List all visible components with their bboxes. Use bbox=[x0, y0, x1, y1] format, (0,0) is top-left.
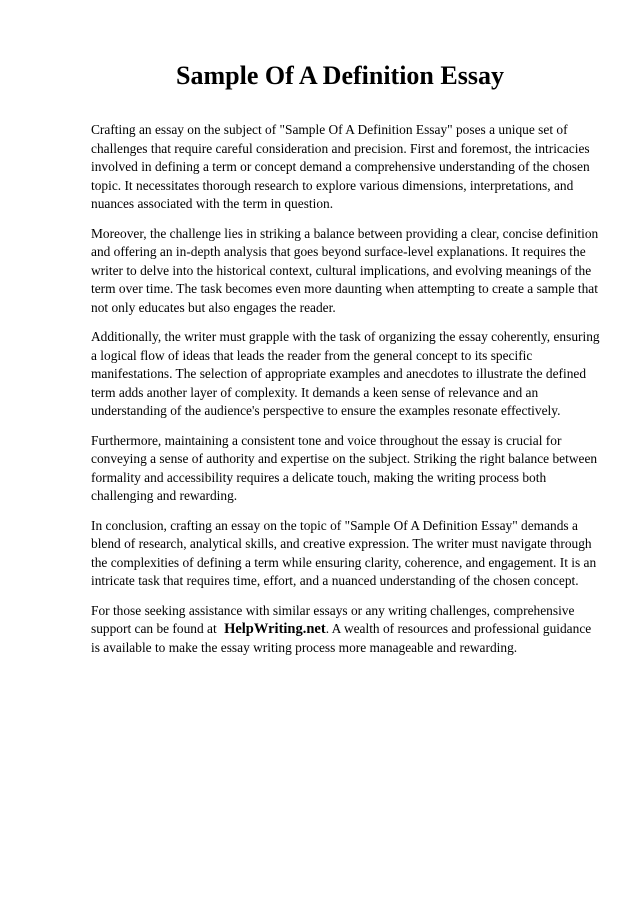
document-body bbox=[91, 121, 603, 668]
paragraph-5: In conclusion, crafting an essay on the topic of "Sample Of A Definition Essay" demands a blend of research, analytical skills, and creative expression. The writer must navigate through the complexities of defining a term while ensuring clarity, coherence, and engagement. It is an intricate task that requires time, effort, and a nuanced understanding of the chosen concept. bbox=[91, 517, 597, 588]
document-title: Sample Of A Definition Essay bbox=[176, 61, 504, 90]
closing-text-after: . A wealth of resources and professional guidance is available to make the essay writing process more manageable and rewarding. bbox=[91, 621, 592, 655]
paragraph-4: Furthermore, maintaining a consistent tone and voice throughout the essay is crucial for conveying a sense of authority and expertise on the subject. Striking the right balance between formality and accessibility requires a delicate touch, making the writing process both challenging and rewarding. bbox=[91, 432, 598, 503]
paragraph-1: Crafting an essay on the subject of "Sample Of A Definition Essay" poses a unique set of challenges that require careful consideration and precision. First and foremost, the intricacies involved in defining a term or concept demand a comprehensive understanding of the chosen topic. It necessitates thorough research to explore various dimensions, interpretations, and nuances associated with the term in question. bbox=[91, 122, 590, 211]
paragraph-2: Moreover, the challenge lies in striking a balance between providing a clear, concise definition and offering an in-depth analysis that goes beyond surface-level explanations. It requires the writer to delve into the historical context, cultural implications, and evolving meanings of the term over time. The task becomes even more daunting when attempting to create a sample that not only educates but also engages the reader. bbox=[91, 225, 599, 315]
helpwriting-link[interactable]: HelpWriting.net bbox=[224, 621, 326, 637]
paragraph-3: Additionally, the writer must grapple with the task of organizing the essay coherently, ensuring a logical flow of ideas that leads the reader from the general concept to its specific manifestations. The selection of appropriate examples and anecdotes to illustrate the defined term adds another layer of complexity. It demands a keen sense of relevance and an understanding of the audience's perspective to ensure the examples resonate effectively. bbox=[91, 329, 600, 418]
closing-text-before: For those seeking assistance with similar essays or any writing challenges, comprehensive support can be found at bbox=[91, 602, 575, 636]
closing-paragraph bbox=[91, 602, 603, 658]
